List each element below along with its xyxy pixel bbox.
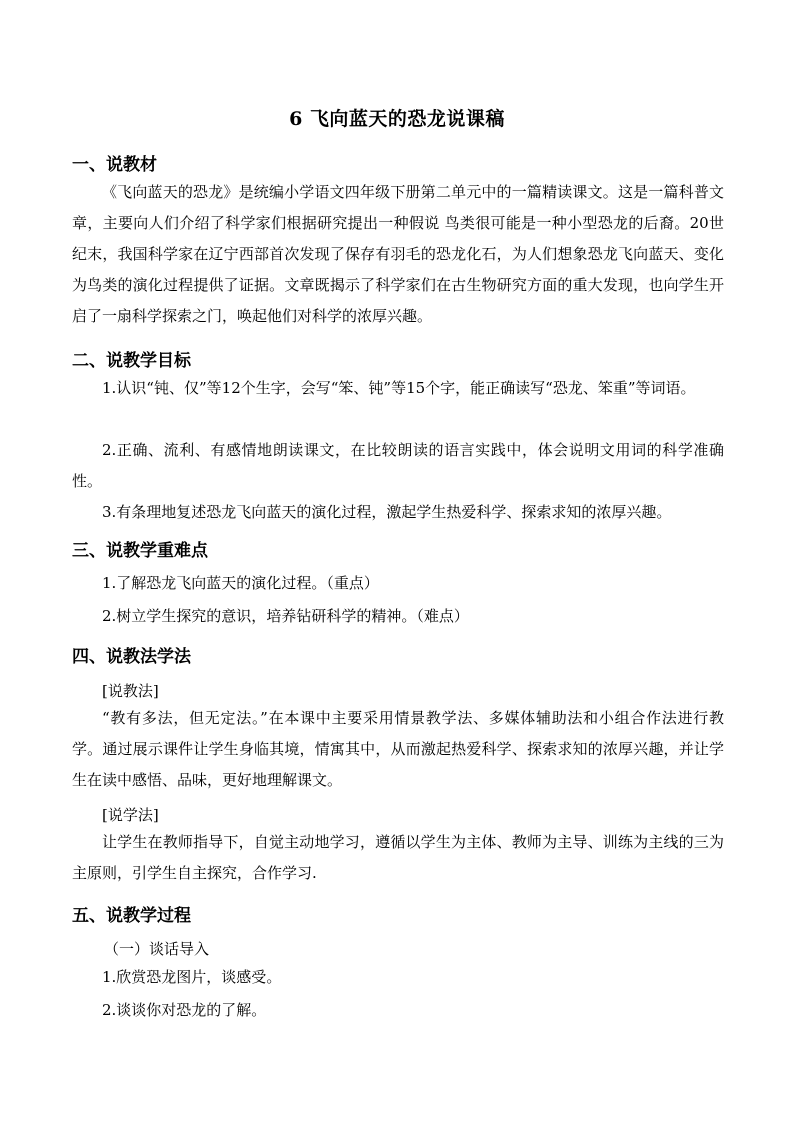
process-item-1: 1.欣赏恐龙图片，谈感受。: [102, 968, 282, 986]
process-item-2: 2.谈谈你对恐龙的了解。: [102, 1001, 267, 1019]
section-heading-3: 三、说教学重难点: [72, 541, 208, 561]
goal-item-1: 1.认识“钝、仅”等12个生字，会写“笨、钝”等15个字，能正确读写“恐龙、笨重”等词语。: [102, 379, 696, 397]
teaching-method-paragraph: “教有多法，但无定法。”在本课中主要采用情景教学法、多媒体辅助法和小组合作法进行教学。通过展示课件让学生身临其境，情寓其中，从而激起热爱科学、探索求知的浓厚兴趣，并让学生在读中感悟、品味，更好地理解课文。: [72, 709, 724, 789]
section-1-paragraph: 《飞向蓝天的恐龙》是统编小学语文四年级下册第二单元中的一篇精读课文。这是一篇科普文章，主要向人们介绍了科学家们根据研究提出一种假说 鸟类很可能是一种小型恐龙的后裔。20世纪末，我国科学家在辽宁西部首次发现了保存有羽毛的恐龙化石，为人们想象恐龙飞向蓝天、变化为鸟类的演化过程提供了证据。文章既揭示了科学家们在古生物研究方面的重大发现，也向学生开启了一扇科学探索之门，唤起他们对科学的浓厚兴趣。: [72, 183, 724, 325]
section-heading-4: 四、说教法学法: [72, 647, 191, 667]
learning-method-paragraph: 让学生在教师指导下，自觉主动地学习，遵循以学生为主体、教师为主导、训练为主线的三为主原则，引学生自主探究，合作学习.: [72, 833, 724, 882]
section-heading-1: 一、说教材: [72, 155, 157, 175]
keypoint-item-1: 1.了解恐龙飞向蓝天的演化过程。（重点）: [102, 574, 379, 592]
process-subheading: （一）谈话导入: [104, 940, 210, 958]
goal-item-3: 3.有条理地复述恐龙飞向蓝天的演化过程，激起学生热爱科学、探索求知的浓厚兴趣。: [102, 503, 672, 521]
goal-item-2: 2.正确、流利、有感情地朗读课文，在比较朗读的语言实践中，体会说明文用词的科学准确性。: [72, 441, 724, 490]
section-heading-2: 二、说教学目标: [72, 351, 191, 371]
subheading-learning-method: [说学法]: [102, 806, 159, 824]
subheading-teaching-method: [说教法]: [102, 682, 159, 700]
page-title: 6 飞向蓝天的恐龙说课稿: [289, 108, 505, 130]
section-heading-5: 五、说教学过程: [72, 906, 191, 926]
keypoint-item-2: 2.树立学生探究的意识，培养钻研科学的精神。（难点）: [102, 607, 469, 625]
